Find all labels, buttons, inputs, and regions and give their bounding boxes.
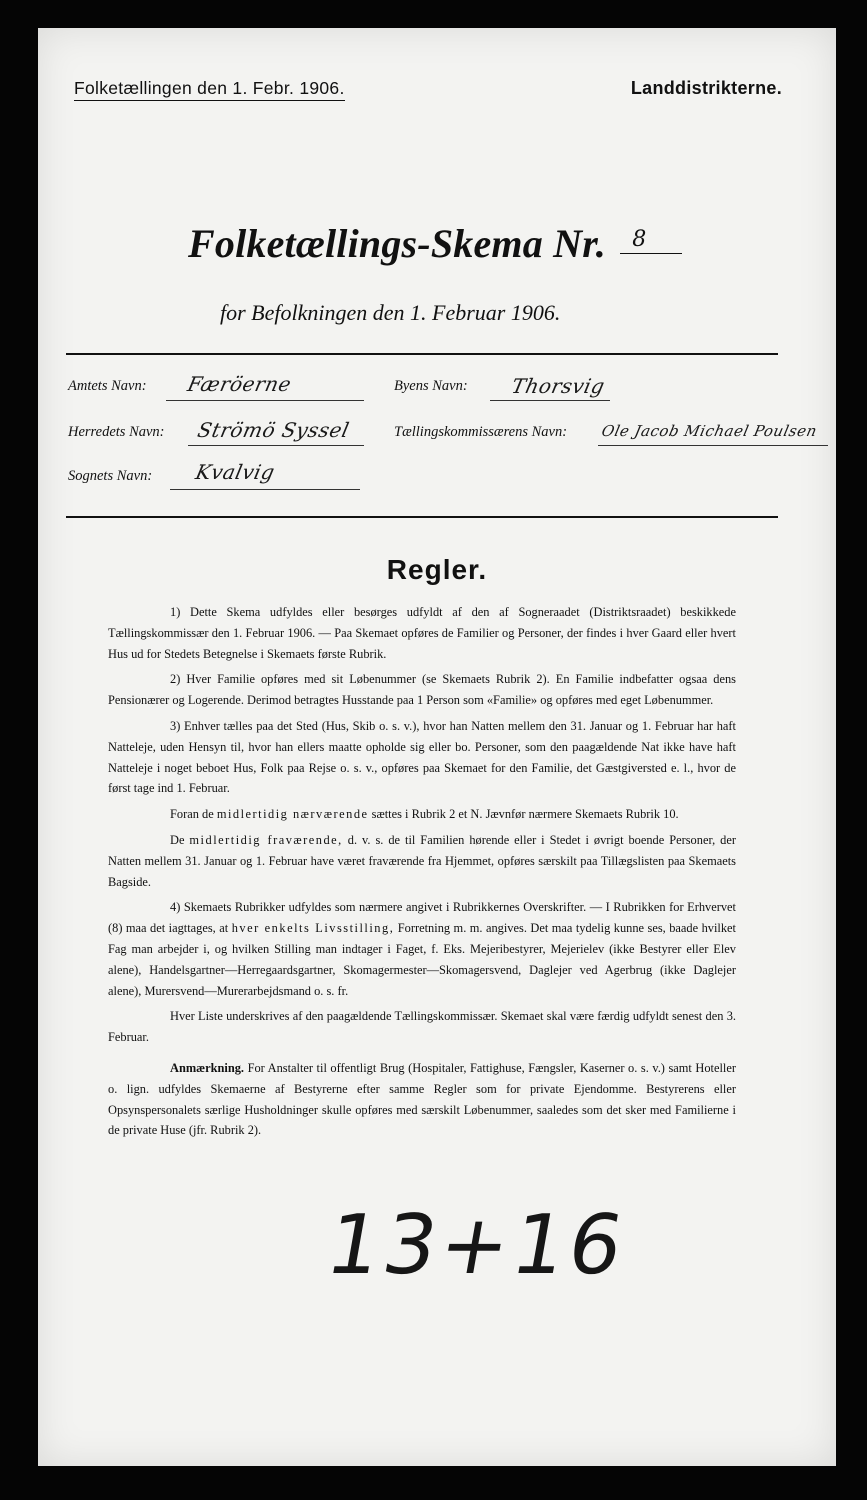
byen-line [490,400,610,401]
kommissaer-value: Ole Jacob Michael Poulsen [600,422,819,440]
rule-3-absent-emph: midlertidig fraværende, [189,832,343,847]
remark-text: For Anstalter til offentligt Brug (Hospitaler, Fattighuse, Fængsler, Kaserner o. s. v.) samt Hoteller o. lign. udfyldes Skemaerne af Bestyrerne efter samme Regler som for private Ejendomme. Bestyrerens eller Opsynspersonalets særlige Husholdninger skulle opføres med særskilt Løbenummer, saaledes som det sker med Familierne i de private Huse (jfr. Rubrik 2). [108,1060,736,1138]
amt-line [166,400,364,401]
rule-3-present-post: sættes i Rubrik 2 et N. Jævnfør nærmere Skemaets Rubrik 10. [371,807,679,822]
amt-label: Amtets Navn: [68,378,147,394]
rule-2: 2) Hver Familie opføres med sit Løbenummer (se Skemaets Rubrik 2). En Familie indbefatter ogsaa dens Pensionærer og Logerende. Derimod betragtes Husstande paa 1 Person som «Familie» og opføres med eget Løbenummer. [108,672,736,708]
rule-4-post: Forretning m. m. angives. Det maa tydelig kunne ses, baade hvilket Fag man arbejder i, og hvilken Stilling man indtager i Faget, f. Eks. Mejeribestyrer, Mejerielev (ikke Bestyrer eller Elev alene), Handelsgartner—Herregaardsgartner, Skomagermester—Skomagersvend, Daglejer ved Agerbrug (ikke Daglejer alene), Murersvend—Murerarbejdsmand o. s. fr. [108,921,736,998]
rule-1: 1) Dette Skema udfyldes eller besørges udfyldt af den af Sogneraadet (Distriktsraadet) beskikkede Tællingskommissær den 1. Februar 1906. — Paa Skemaet opføres de Familier og Personer, der findes i hver Gaard eller hvert Hus ud for Stedets Betegnelse i Skemaets første Rubrik. [108,605,736,661]
rule-3-absent-pre: De [170,832,185,847]
sogn-value: Kvalvig [193,460,278,484]
handwritten-annotation: 13+16 [319,1198,634,1293]
kommissaer-line [598,445,828,446]
form-title-text: Folketællings-Skema Nr. [188,221,606,266]
header-district-type: Landdistrikterne. [630,78,782,98]
rule-4-emph: hver enkelts Livsstilling, [231,921,395,936]
rule-3-present-emph: midlertidig nærværende [216,807,369,822]
census-form-page [38,28,836,1466]
rule-3-present [108,804,736,825]
form-subtitle: for Befolkningen den 1. Februar 1906. [220,300,561,325]
byen-label: Byens Navn: [394,378,468,394]
rule-3-absent-post: d. v. s. de til Familien hørende eller i Stedet i øvrigt boende Personer, der Natten mellem 31. Januar og 1. Februar have været fraværende fra Hjemmet, opføres særskilt paa Tillægslisten paa Skemaets Bagside. [108,832,736,889]
herred-line [188,445,364,446]
rules-text [108,602,736,1146]
sogn-label: Sognets Navn: [68,468,153,484]
form-number-value: 8 [632,227,647,252]
byen-value: Thorsvig [509,374,608,398]
rules-remark [108,1058,736,1141]
rule-3: 3) Enhver tælles paa det Sted (Hus, Skib o. s. v.), hvor han Natten mellem den 31. Januar og 1. Februar har haft Natteleje, uden Hensyn til, hvor han ellers maatte opholde sig eller bo. Personer, som den paagældende Nat ikke have haft Natteleje i noget beboet Hus, Folk paa Rejse o. s. v., opføres paa Skemaet for den Familie, det Gæstgiversted e. l., hvor de først tage ind 1. Februar. [108,718,736,796]
form-title [188,220,682,267]
rule-4-pre: 4) Skemaets Rubrikker udfyldes som nærmere angivet i Rubrikkernes Overskrifter. — I Rubrikken for Erhvervet (8) maa det iagttages, at [108,900,736,936]
herred-value: Strömö Syssel [195,418,352,442]
rule-4 [108,897,736,1001]
remark-label: Anmærkning. [170,1060,245,1075]
top-divider [66,353,778,355]
header-census-date: Folketællingen den 1. Febr. 1906. [74,78,345,101]
bottom-divider [66,516,778,518]
sogn-line [170,489,360,490]
rule-signature: Hver Liste underskrives af den paagældende Tællingskommissær. Skemaet skal være færdig udfyldt senest den 3. Februar. [108,1009,736,1045]
form-number-field [620,227,682,254]
amt-value: Færöerne [185,372,294,396]
herred-label: Herredets Navn: [68,424,165,440]
rule-3-absent [108,830,736,892]
kommissaer-label: Tællingskommissærens Navn: [394,424,568,440]
rules-heading: Regler. [386,554,488,585]
rule-3-present-pre: Foran de [170,807,214,822]
